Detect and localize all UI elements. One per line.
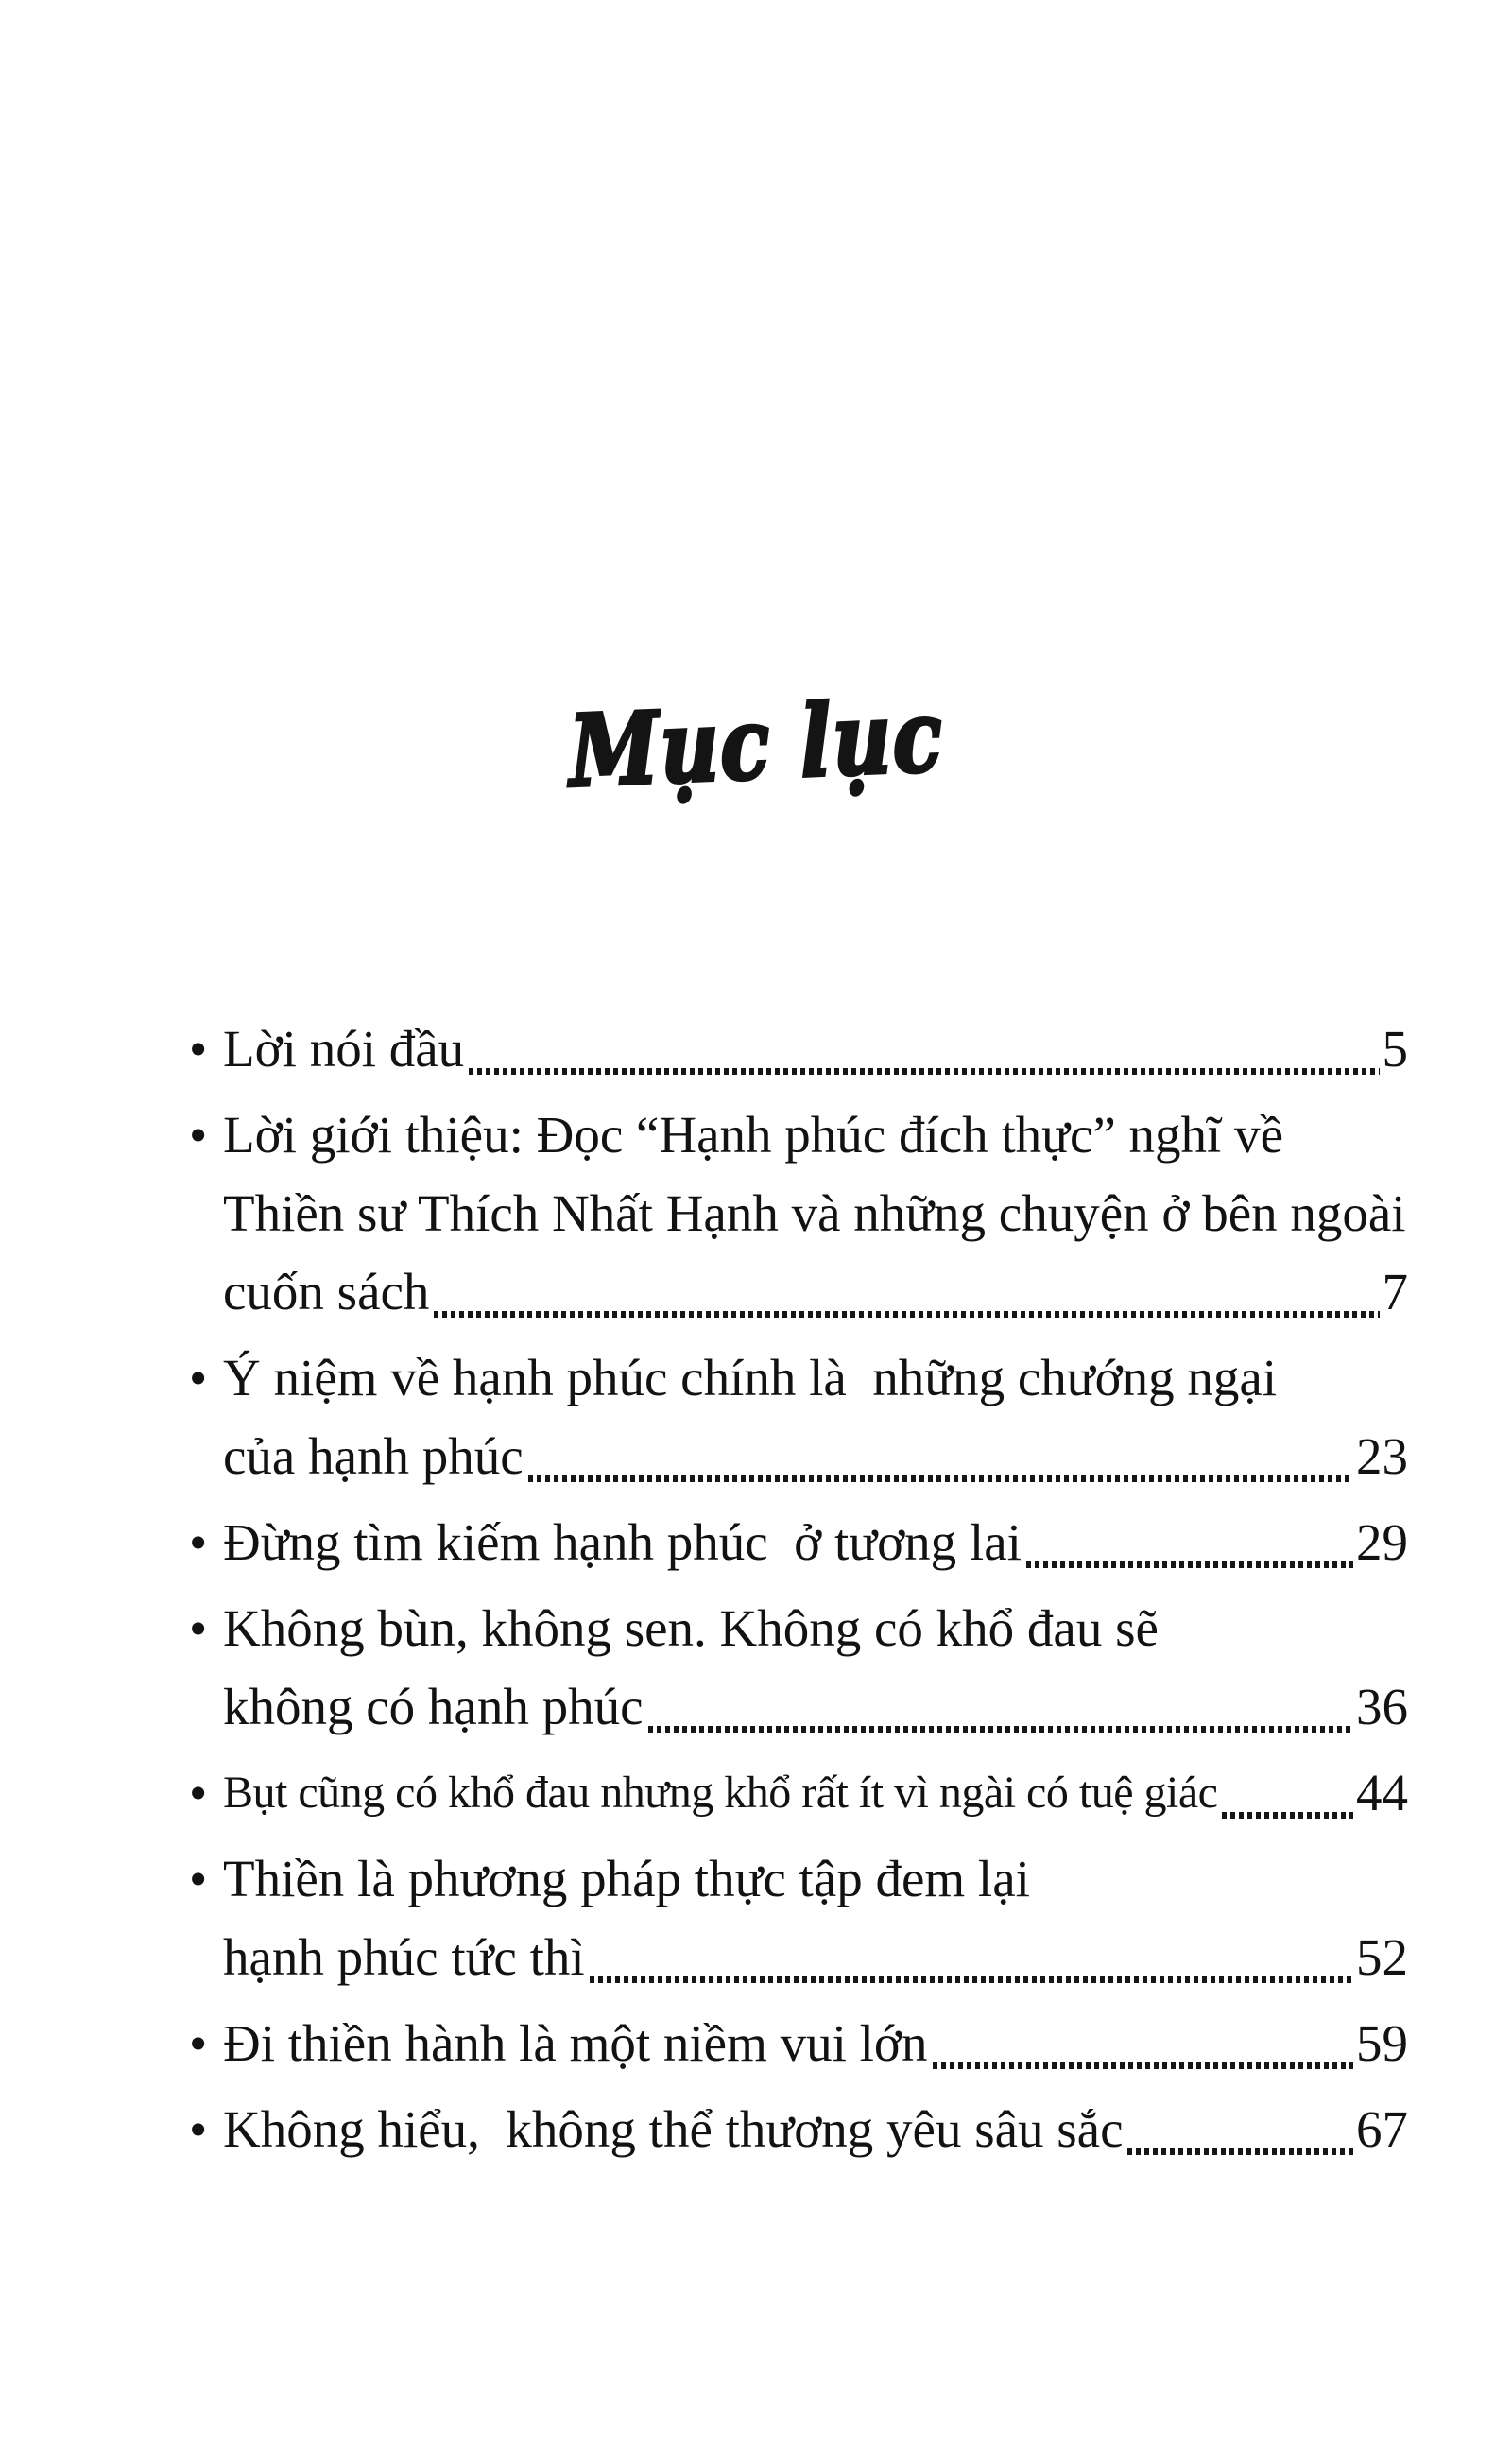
entry-lines [223, 1753, 1408, 1832]
toc-line [223, 2004, 1408, 2082]
page-title [0, 677, 1512, 810]
dotted-leader [933, 2062, 1353, 2069]
toc-entry-text: Thiền là phương pháp thực tập đem lại [223, 1850, 1030, 1907]
page-number: 67 [1356, 2100, 1408, 2158]
bullet-icon: • [189, 1020, 208, 1078]
toc-entry [189, 2090, 1408, 2168]
page-number: 44 [1356, 1764, 1408, 1821]
entry-lines [223, 1338, 1408, 1495]
toc-entry [189, 1096, 1408, 1331]
dotted-leader [1026, 1561, 1353, 1568]
toc-entry [189, 1009, 1408, 1088]
bullet-icon: • [189, 1349, 208, 1406]
page-number: 59 [1356, 2014, 1408, 2072]
bullet-icon: • [189, 1764, 208, 1821]
toc-list [189, 1009, 1408, 2176]
toc-line [223, 1009, 1408, 1088]
toc-line [223, 1174, 1408, 1252]
toc-entry-text: hạnh phúc tức thì [223, 1928, 585, 1986]
toc-line [223, 2090, 1408, 2168]
page-number: 23 [1356, 1427, 1408, 1485]
toc-entry [189, 1503, 1408, 1581]
toc-entry [189, 1338, 1408, 1495]
toc-entry [189, 1839, 1408, 1996]
dotted-leader [434, 1311, 1379, 1318]
dotted-leader [590, 1976, 1353, 1983]
entry-lines [223, 1589, 1408, 1746]
toc-line [223, 1839, 1408, 1918]
toc-entry-text: Thiền sư Thích Nhất Hạnh và những chuyện ở bên ngoài [223, 1184, 1406, 1242]
bullet-icon: • [189, 1106, 208, 1164]
toc-entry-text: của hạnh phúc [223, 1427, 524, 1485]
bullet-icon: • [189, 1513, 208, 1571]
toc-entry-text: Không bùn, không sen. Không có khổ đau sẽ [223, 1599, 1159, 1657]
entry-lines [223, 2090, 1408, 2168]
toc-line [223, 1252, 1408, 1331]
toc-line [223, 1918, 1408, 1996]
toc-entry [189, 1589, 1408, 1746]
toc-entry-text: Lời nói đầu [223, 1020, 465, 1078]
toc-entry-text: không có hạnh phúc [223, 1678, 644, 1735]
dotted-leader [1127, 2148, 1353, 2155]
toc-entry [189, 2004, 1408, 2082]
bullet-icon: • [189, 2014, 208, 2072]
toc-entry-text: Đừng tìm kiếm hạnh phúc ở tương lai [223, 1513, 1022, 1571]
page-number: 7 [1382, 1263, 1408, 1320]
page-number: 52 [1356, 1928, 1408, 1986]
bullet-icon: • [189, 1599, 208, 1657]
entry-lines [223, 1009, 1408, 1088]
bullet-icon: • [189, 1850, 208, 1907]
entry-lines [223, 1096, 1408, 1331]
entry-lines [223, 1503, 1408, 1581]
dotted-leader [648, 1726, 1354, 1733]
page-number: 5 [1382, 1020, 1408, 1078]
toc-line [223, 1753, 1408, 1832]
toc-entry-text: Lời giới thiệu: Đọc “Hạnh phúc đích thực” nghĩ về [223, 1106, 1283, 1164]
toc-line [223, 1338, 1408, 1417]
toc-line [223, 1096, 1408, 1174]
toc-line [223, 1667, 1408, 1746]
toc-entry-text: Ý niệm về hạnh phúc chính là những chướng ngại [223, 1349, 1278, 1406]
toc-line [223, 1417, 1408, 1495]
toc-entry-text: Đi thiền hành là một niềm vui lớn [223, 2014, 928, 2072]
toc-line [223, 1503, 1408, 1581]
page-number: 29 [1356, 1513, 1408, 1571]
dotted-leader [528, 1475, 1353, 1482]
toc-entry [189, 1753, 1408, 1832]
entry-lines [223, 1839, 1408, 1996]
bullet-icon: • [189, 2100, 208, 2158]
page-number: 36 [1356, 1678, 1408, 1735]
dotted-leader [469, 1068, 1379, 1075]
toc-line [223, 1589, 1408, 1667]
toc-entry-text: Không hiểu, không thể thương yêu sâu sắc [223, 2100, 1124, 2158]
toc-entry-text: Bụt cũng có khổ đau nhưng khổ rất ít vì ngài có tuệ giác [223, 1768, 1218, 1818]
dotted-leader [1222, 1812, 1353, 1819]
entry-lines [223, 2004, 1408, 2082]
toc-entry-text: cuốn sách [223, 1263, 430, 1320]
page-title-text: Mục lục [567, 677, 945, 810]
